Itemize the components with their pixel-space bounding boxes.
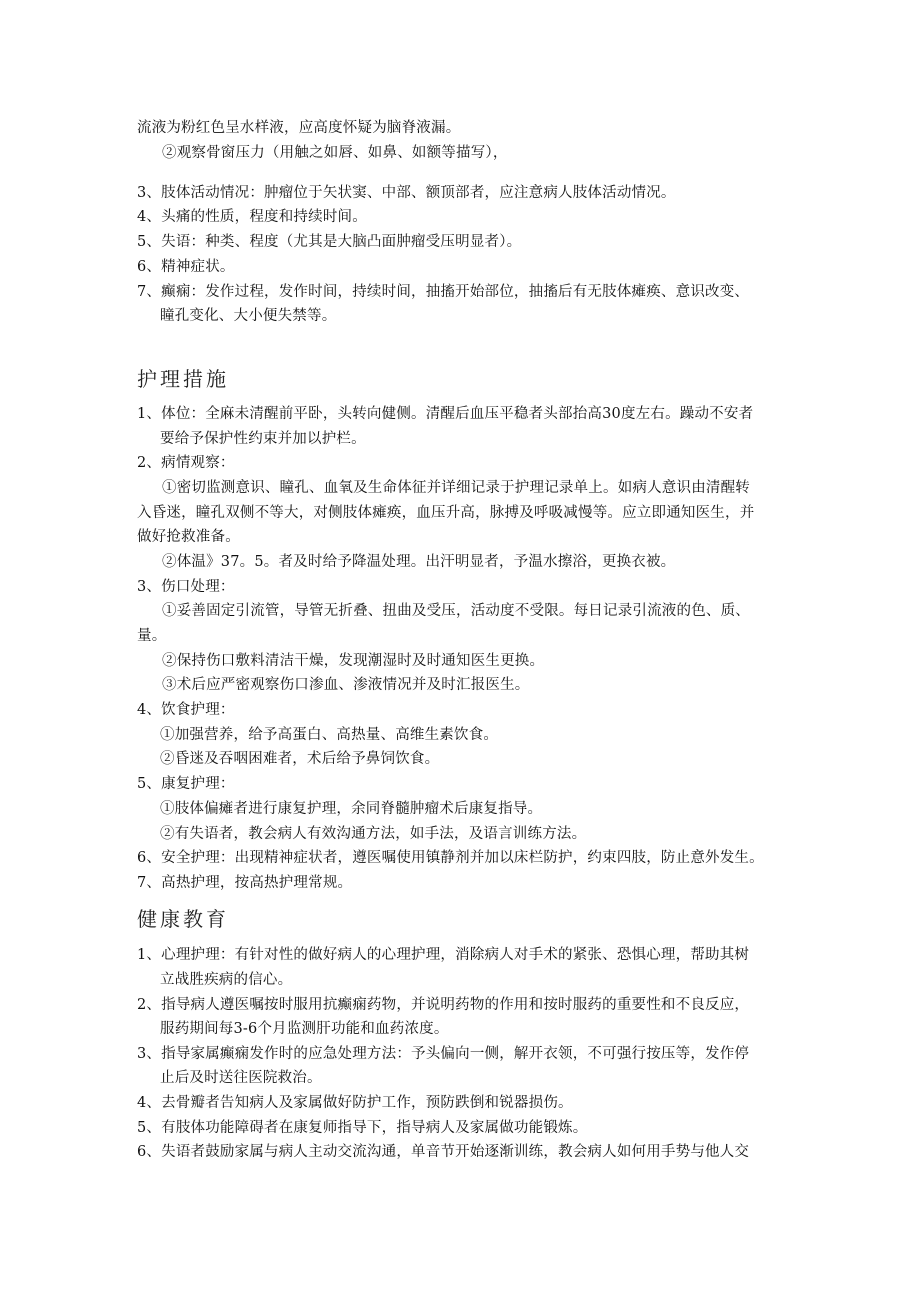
- list-item: 6、精神症状。: [137, 259, 235, 275]
- list-item: 1、心理护理：有针对性的做好病人的心理护理，消除病人对手术的紧张、恐惧心理，帮助其树: [137, 947, 750, 963]
- list-item: 5、有肢体功能障碍者在康复师指导下，指导病人及家属做功能锻炼。: [137, 1120, 588, 1136]
- list-item: 5、失语：种类、程度（尤其是大脑凸面肿瘤受压明显者）。: [137, 234, 522, 250]
- list-item: 4、饮食护理：: [137, 702, 235, 718]
- list-item: 2、病情观察：: [137, 455, 235, 471]
- text-line: ②观察骨窗压力（用触之如唇、如鼻、如额等描写），: [162, 145, 508, 161]
- list-item: 5、康复护理：: [137, 776, 235, 792]
- section-heading-nursing: 护理措施: [137, 367, 229, 391]
- list-item: 1、体位：全麻未清醒前平卧，头转向健侧。清醒后血压平稳者头部抬高30度左右。躁动不安者: [137, 406, 754, 422]
- list-item: 3、指导家属癫痫发作时的应急处理方法：予头偏向一侧，解开衣领，不可强行按压等，发作停: [137, 1046, 750, 1062]
- list-item: 7、癫痫：发作过程，发作时间，持续时间，抽搐开始部位，抽搐后有无肢体瘫痪、意识改变、: [137, 284, 750, 300]
- text-line: ①加强营养，给予高蛋白、高热量、高维生素饮食。: [160, 727, 499, 743]
- text-line: 止后及时送往医院救治。: [160, 1070, 322, 1086]
- text-line: 量。: [137, 628, 167, 644]
- text-line: 入昏迷，瞳孔双侧不等大，对侧肢体瘫痪，血压升高，脉搏及呼吸减慢等。应立即通知医生，并: [137, 505, 755, 521]
- text-line: 瞳孔变化、大小便失禁等。: [160, 308, 337, 324]
- list-item: 4、头痛的性质，程度和持续时间。: [137, 209, 367, 225]
- text-line: ②体温》37。5。者及时给予降温处理。出汗明显者，予温水擦浴，更换衣被。: [162, 554, 676, 570]
- list-item: 4、去骨瓣者告知病人及家属做好防护工作，预防跌倒和锐器损伤。: [137, 1095, 573, 1111]
- text-line: ①密切监测意识、瞳孔、血氧及生命体征并详细记录于护理记录单上。如病人意识由清醒转: [162, 480, 750, 496]
- text-line: 服药期间每3-6个月监测肝功能和血药浓度。: [160, 1021, 449, 1037]
- list-item: 3、伤口处理：: [137, 579, 235, 595]
- list-item: 6、安全护理：出现精神症状者，遵医嘱使用镇静剂并加以床栏防护，约束四肢，防止意外发生。: [137, 850, 764, 866]
- text-line: 立战胜疾病的信心。: [160, 972, 293, 988]
- list-item: 6、失语者鼓励家属与病人主动交流沟通，单音节开始逐渐训练，教会病人如何用手势与他人交: [137, 1144, 750, 1160]
- text-line: ①妥善固定引流管，导管无折叠、扭曲及受压，活动度不受限。每日记录引流液的色、质、: [162, 603, 750, 619]
- text-line: 流液为粉红色呈水样液，应高度怀疑为脑脊液漏。: [137, 120, 461, 136]
- text-line: ①肢体偏瘫者进行康复护理，余同脊髓肿瘤术后康复指导。: [160, 801, 543, 817]
- list-item: 3、肢体活动情况：肿瘤位于矢状窦、中部、额顶部者，应注意病人肢体活动情况。: [137, 185, 676, 201]
- text-line: ②昏迷及吞咽困难者，术后给予鼻饲饮食。: [160, 751, 440, 767]
- text-line: 做好抢救准备。: [137, 529, 240, 545]
- text-line: ③术后应严密观察伤口渗血、渗液情况并及时汇报医生。: [162, 677, 530, 693]
- text-line: 要给予保护性约束并加以护栏。: [160, 431, 366, 447]
- text-line: ②保持伤口敷料清洁干燥，发现潮湿时及时通知医生更换。: [162, 653, 545, 669]
- list-item: 7、高热护理，按高热护理常规。: [137, 875, 353, 891]
- section-heading-education: 健康教育: [137, 907, 229, 931]
- text-line: ②有失语者，教会病人有效沟通方法，如手法，及语言训练方法。: [160, 826, 587, 842]
- list-item: 2、指导病人遵医嘱按时服用抗癫痫药物，并说明药物的作用和按时服药的重要性和不良反应，: [137, 997, 750, 1013]
